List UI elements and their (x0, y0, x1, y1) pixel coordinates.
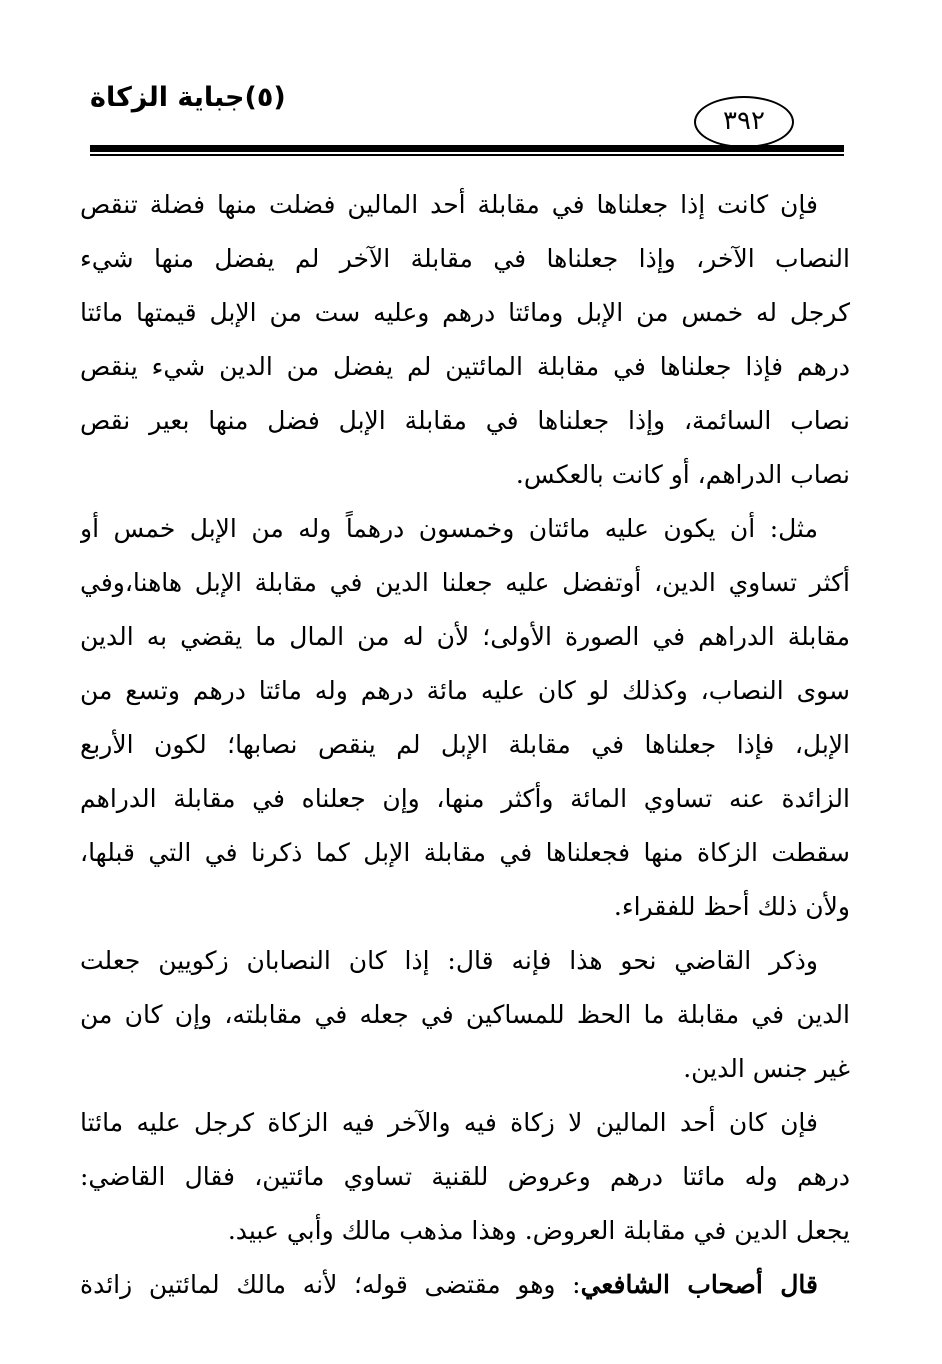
text-line: سوى النصاب، وكذلك لو كان عليه مائة درهم وله مائتا درهم وتسع من (80, 676, 850, 705)
header-rule-thick (90, 145, 844, 152)
text-line: أكثر تساوي الدين، أوتفضل عليه جعلنا الدين في مقابلة الإبل هاهنا،وفي (80, 568, 850, 597)
text-line: فإن كان أحد المالين لا زكاة فيه والآخر فيه الزكاة كرجل عليه مائتا (80, 1108, 818, 1137)
text-line: فإن كانت إذا جعلناها في مقابلة أحد المالين فضلت منها فضلة تنقص (80, 190, 818, 219)
text-line: مقابلة الدراهم في الصورة الأولى؛ لأن له من المال ما يقضي به الدين (80, 622, 850, 651)
text-line: درهم وله مائتا درهم وعروض للقنية تساوي مائتين، فقال القاضي: (80, 1162, 850, 1191)
header-rule-thin (90, 154, 844, 156)
text-line-final (80, 1258, 850, 1312)
text-line: يجعل الدين في مقابلة العروض. وهذا مذهب مالك وأبي عبيد. (227, 1216, 850, 1245)
text-line-continuation: : وهو مقتضى قوله؛ لأنه مالك لمائتين زائدة (80, 1270, 581, 1299)
text-line: سقطت الزكاة منها فجعلناها في مقابلة الإبل كما ذكرنا في التي قبلها، (80, 838, 850, 867)
text-line: الإبل، فإذا جعلناها في مقابلة الإبل لم ينقص نصابها؛ لكون الأربع (80, 730, 850, 759)
text-line: مثل: أن يكون عليه مائتان وخمسون درهماً وله من الإبل خمس أو (80, 514, 818, 543)
page-number-badge: ٣٩٢ (694, 96, 794, 148)
body-text (80, 178, 850, 1312)
text-line: وذكر القاضي نحو هذا فإنه قال: إذا كان النصابان زكويين جعلت (80, 946, 818, 975)
text-line: الزائدة عنه تساوي المائة وأكثر منها، وإن جعلناه في مقابلة الدراهم (80, 784, 850, 813)
text-line: كرجل له خمس من الإبل ومائتا درهم وعليه ست من الإبل قيمتها مائتا (80, 298, 850, 327)
text-line: درهم فإذا جعلناها في مقابلة المائتين لم يفضل من الدين شيء ينقص (80, 352, 850, 381)
bold-heading-phrase: قال أصحاب الشافعي (580, 1270, 819, 1299)
text-line: ولأن ذلك أحظ للفقراء. (613, 892, 850, 921)
text-line: غير جنس الدين. (683, 1054, 850, 1083)
text-line: الدين في مقابلة ما الحظ للمساكين في جعله في مقابلته، وإن كان من (80, 1000, 850, 1029)
text-line: نصاب السائمة، وإذا جعلناها في مقابلة الإبل فضل منها بعير نقص (80, 406, 850, 435)
text-line: نصاب الدراهم، أو كانت بالعكس. (515, 460, 850, 489)
text-line: النصاب الآخر، وإذا جعلناها في مقابلة الآخر لم يفضل منها شيء (80, 244, 850, 273)
running-header-title: (٥)جباية الزكاة (90, 82, 286, 113)
